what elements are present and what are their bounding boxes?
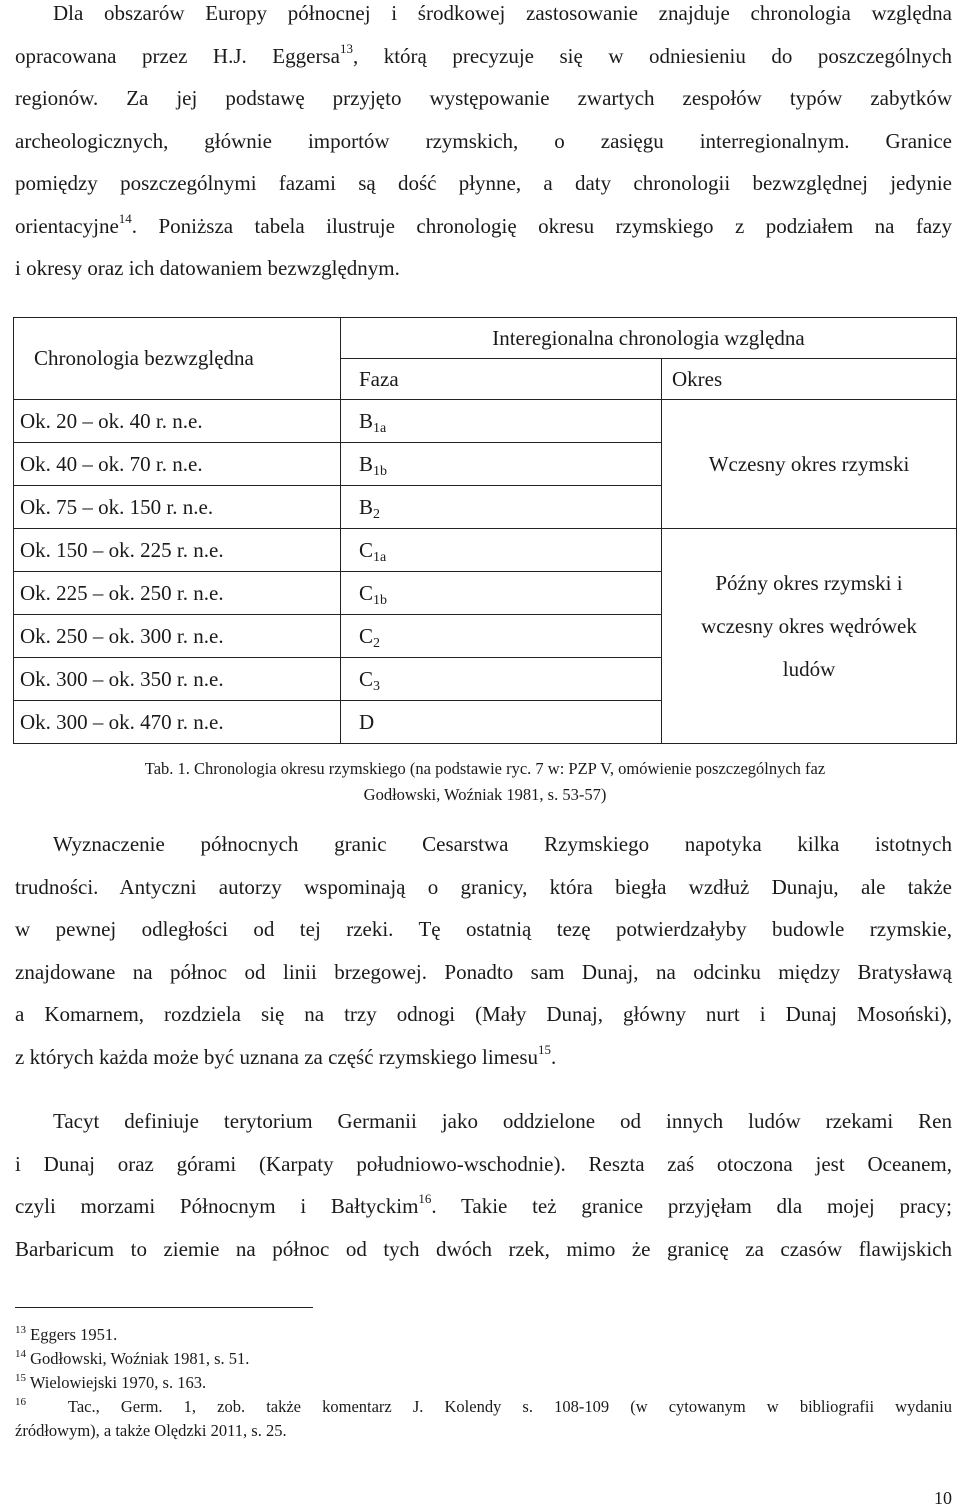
phase-subscript: 1b [373, 463, 388, 479]
footnote-number: 15 [15, 1372, 26, 1384]
cell-period-early: Wczesny okres rzymski [662, 400, 957, 529]
phase-letter: B [359, 408, 374, 433]
phase-subscript: 2 [373, 635, 381, 651]
text-span: . [551, 1044, 557, 1069]
header-phase: Faza [341, 359, 662, 400]
text-span: orientacyjne [15, 213, 119, 238]
cell-phase [341, 658, 662, 701]
footnote-ref-15[interactable]: 15 [538, 1041, 552, 1057]
page-number: 10 [934, 1488, 952, 1508]
phase-letter: D [359, 709, 375, 734]
text-line: a Komarnem, rozdziela się na trzy odnogi (Mały Dunaj, główny nurt i Dunaj Mosoński), [15, 1002, 952, 1026]
footnote-text: Eggers 1951. [30, 1325, 118, 1344]
period-late-line: ludów [782, 656, 836, 681]
period-late-line: Późny okres rzymski i [715, 570, 903, 595]
text-line: Dla obszarów Europy północnej i środkowej zastosowanie znajduje chronologia względna [53, 1, 952, 25]
cell-dates: Ok. 75 – ok. 150 r. n.e. [14, 486, 341, 529]
footnote-number: 14 [15, 1348, 26, 1360]
cell-phase [341, 701, 662, 744]
text-span: czyli morzami Północnym i Bałtyckim [15, 1194, 419, 1218]
phase-letter: B [359, 494, 374, 519]
cell-phase [341, 443, 662, 486]
phase-letter: C [359, 666, 374, 691]
footnote-text: Godłowski, Woźniak 1981, s. 51. [30, 1349, 250, 1368]
text-line: Barbaricum to ziemie na północ od tych dwóch rzek, mimo że granicę za czasów flawijskich [15, 1236, 952, 1261]
phase-letter: C [359, 580, 374, 605]
text-line: trudności. Antyczni autorzy wspominają o granicy, która biegła wzdłuż Dunaju, ale także [15, 874, 952, 899]
table-row [14, 400, 957, 443]
phase-letter: B [359, 451, 374, 476]
caption-line: Tab. 1. Chronologia okresu rzymskiego (na podstawie ryc. 7 w: PZP V, omówienie poszczególnych faz [144, 759, 826, 778]
text-line: w pewnej odległości od tej rzeki. Tę ostatnią tezę potwierdzałyby budowle rzymskie, [15, 917, 952, 941]
cell-dates: Ok. 300 – ok. 350 r. n.e. [14, 658, 341, 701]
table-header-row [14, 318, 957, 359]
text-span: , którą precyzuje się w odniesieniu do poszczególnych [352, 43, 952, 68]
cell-phase [341, 486, 662, 529]
chronology-table [13, 317, 957, 744]
text-span: z których każda może być uznana za część rzymskiego limesu [15, 1044, 539, 1069]
phase-subscript: 2 [373, 506, 381, 522]
footnote-ref-16[interactable]: 16 [418, 1191, 432, 1206]
phase-subscript: 1a [373, 549, 387, 565]
phase-subscript: 3 [373, 678, 381, 694]
table-row [14, 529, 957, 572]
text-line: pomiędzy poszczególnymi fazami są dość płynne, a daty chronologii bezwzględnej jedynie [15, 171, 952, 195]
cell-dates: Ok. 250 – ok. 300 r. n.e. [14, 615, 341, 658]
header-relative-chronology: Interegionalna chronologia względna [341, 318, 957, 359]
text-line: regionów. Za jej podstawę przyjęto występowanie zwartych zespołów typów zabytków [15, 86, 952, 110]
cell-dates: Ok. 20 – ok. 40 r. n.e. [14, 400, 341, 443]
footnote-text: Wielowiejski 1970, s. 163. [29, 1373, 207, 1392]
text-line: archeologicznych, głównie importów rzymskich, o zasięgu interregionalnym. Granice [15, 128, 952, 153]
text-line [15, 1036, 952, 1079]
text-line [15, 205, 952, 248]
cell-period-late [662, 529, 957, 744]
phase-subscript: 1a [373, 420, 387, 436]
paragraph-northern-borders [15, 823, 952, 1078]
cell-dates: Ok. 150 – ok. 225 r. n.e. [14, 529, 341, 572]
footnote-13 [15, 1323, 952, 1346]
table-caption [13, 756, 957, 808]
text-span: . Poniższa tabela ilustruje chronologię okresu rzymskiego z podziałem na fazy [131, 213, 952, 238]
phase-letter: C [359, 623, 374, 648]
footnote-16 [15, 1395, 952, 1418]
footnote-separator [15, 1307, 313, 1308]
footnote-text: Tac., Germ. 1, zob. także komentarz J. Kolendy s. 108-109 (w cytowanym w bibliografii wydaniu [67, 1397, 952, 1416]
footnote-number: 16 [15, 1396, 26, 1408]
text-span: opracowana przez H.J. Eggersa [15, 43, 340, 68]
footnote-15 [15, 1371, 952, 1394]
period-late-line: wczesny okres wędrówek [701, 613, 917, 638]
cell-phase [341, 572, 662, 615]
cell-phase [341, 615, 662, 658]
footnote-number: 13 [15, 1324, 26, 1336]
footnote-ref-14[interactable]: 14 [118, 210, 132, 226]
text-line [15, 1185, 952, 1228]
caption-line: Godłowski, Woźniak 1981, s. 53-57) [363, 785, 607, 804]
text-line: i okresy oraz ich datowaniem bezwzględnym. [15, 256, 400, 280]
text-line: i Dunaj oraz górami (Karpaty południowo-wschodnie). Reszta zaś otoczona jest Oceanem, [15, 1151, 952, 1176]
cell-dates: Ok. 40 – ok. 70 r. n.e. [14, 443, 341, 486]
phase-letter: C [359, 537, 374, 562]
phase-subscript: 1b [373, 592, 388, 608]
cell-dates: Ok. 300 – ok. 470 r. n.e. [14, 701, 341, 744]
text-line [15, 35, 952, 78]
text-line: Wyznaczenie północnych granic Cesarstwa Rzymskiego napotyka kilka istotnych [53, 832, 952, 856]
footnote-14 [15, 1347, 952, 1370]
cell-phase [341, 529, 662, 572]
paragraph-chronology-intro [15, 0, 952, 290]
text-line: znajdowane na północ od linii brzegowej. Ponadto sam Dunaj, na odcinku między Bratysławą [15, 959, 952, 984]
cell-dates: Ok. 225 – ok. 250 r. n.e. [14, 572, 341, 615]
text-span: . Takie też granice przyjęłam dla mojej pracy; [431, 1194, 952, 1218]
header-text: Chronologia bezwzględna [34, 346, 254, 370]
paragraph-tacitus [15, 1100, 952, 1270]
footnote-16-continued: źródłowym), a także Olędzki 2011, s. 25. [15, 1421, 287, 1440]
header-absolute-chronology [14, 318, 341, 400]
footnote-ref-13[interactable]: 13 [339, 40, 353, 56]
text-line: Tacyt definiuje terytorium Germanii jako oddzielone od innych ludów rzekami Ren [53, 1109, 952, 1133]
header-period: Okres [662, 359, 957, 400]
cell-phase [341, 400, 662, 443]
